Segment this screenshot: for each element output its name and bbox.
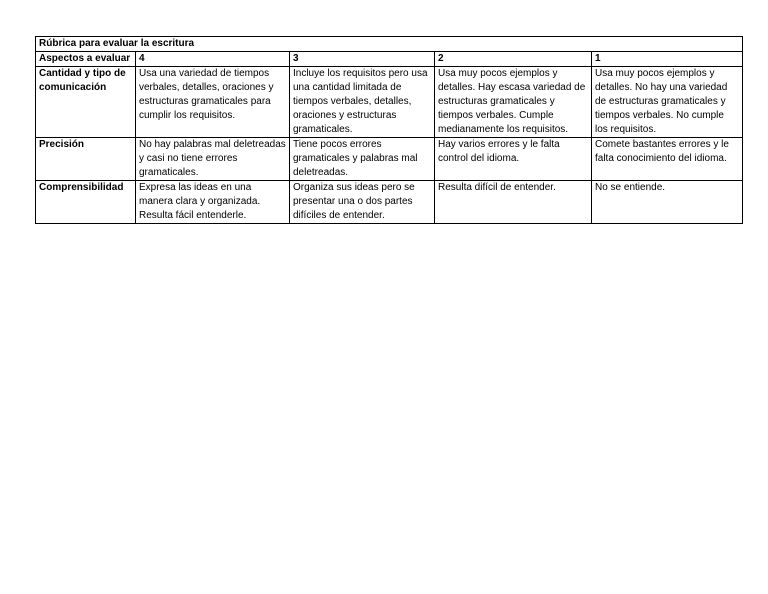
criteria-cell: Tiene pocos errores gramaticales y palabras mal deletreadas. xyxy=(290,138,435,181)
criteria-cell: Resulta difícil de entender. xyxy=(435,181,592,224)
level-header-cell: 3 xyxy=(290,52,435,67)
criteria-cell: Comete bastantes errores y le falta conocimiento del idioma. xyxy=(592,138,743,181)
criteria-cell: Expresa las ideas en una manera clara y organizada. Resulta fácil entenderle. xyxy=(136,181,290,224)
table-title: Rúbrica para evaluar la escritura xyxy=(36,37,743,52)
level-header-cell: 2 xyxy=(435,52,592,67)
table-row xyxy=(36,138,743,181)
criteria-cell: Usa muy pocos ejemplos y detalles. Hay escasa variedad de estructuras gramaticales y tiempos verbales. Cumple medianamente los requisitos. xyxy=(435,67,592,138)
aspect-cell: Precisión xyxy=(36,138,136,181)
criteria-cell: Usa muy pocos ejemplos y detalles. No hay una variedad de estructuras gramaticales y tiempos verbales. No cumple los requisitos. xyxy=(592,67,743,138)
criteria-cell: Usa una variedad de tiempos verbales, detalles, oraciones y estructuras gramaticales para cumplir los requisitos. xyxy=(136,67,290,138)
aspect-header-cell: Aspectos a evaluar xyxy=(36,52,136,67)
criteria-cell: Incluye los requisitos pero usa una cantidad limitada de tiempos verbales, detalles, oraciones y estructuras gramaticales. xyxy=(290,67,435,138)
table-row xyxy=(36,181,743,224)
header-row xyxy=(36,52,743,67)
level-header-cell: 4 xyxy=(136,52,290,67)
criteria-cell: No hay palabras mal deletreadas y casi no tiene errores gramaticales. xyxy=(136,138,290,181)
table-row xyxy=(36,67,743,138)
aspect-cell: Cantidad y tipo de comunicación xyxy=(36,67,136,138)
criteria-cell: Organiza sus ideas pero se presentar una o dos partes difíciles de entender. xyxy=(290,181,435,224)
criteria-cell: No se entiende. xyxy=(592,181,743,224)
aspect-cell: Comprensibilidad xyxy=(36,181,136,224)
level-header-cell: 1 xyxy=(592,52,743,67)
title-row xyxy=(36,37,743,52)
rubric-table xyxy=(35,36,743,224)
criteria-cell: Hay varios errores y le falta control del idioma. xyxy=(435,138,592,181)
